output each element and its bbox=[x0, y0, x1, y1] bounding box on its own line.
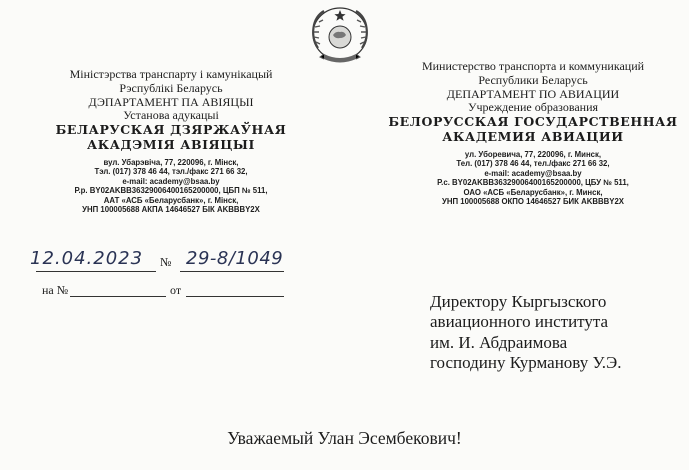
department-name: ДЕПАРТАМЕНТ ПО АВИАЦИИ bbox=[446, 86, 620, 101]
salutation: Уважаемый Улан Эсембекович! bbox=[227, 428, 462, 448]
date-underline bbox=[36, 271, 156, 272]
reply-date-label: от bbox=[170, 283, 182, 297]
contact-line: Р.р. BY02AKBB36329006400165200000, ЦБП № 511, bbox=[74, 186, 268, 196]
number-underline bbox=[180, 271, 284, 272]
institution-name-line2: АКАДЕМИЯ АВИАЦИИ bbox=[442, 128, 624, 144]
ministry-name: Министерство транспорта и коммуникаций bbox=[421, 59, 645, 73]
addressee-line: Директору Кыргызского bbox=[430, 292, 607, 311]
reply-number-label: на № bbox=[42, 283, 69, 297]
institution-name-line1: БЕЛАРУСКАЯ ДЗЯРЖАЎНАЯ bbox=[55, 122, 287, 138]
reply-reference bbox=[42, 283, 68, 298]
contact-line: Р.с. BY02AKBB36329006400165200000, ЦБУ № 511, bbox=[437, 178, 629, 188]
institution-type: Учреждение образования bbox=[467, 100, 599, 115]
ministry-name: Міністэрства транспарту і камунікацый bbox=[69, 67, 273, 81]
institution-name-line1: БЕЛОРУССКАЯ ГОСУДАРСТВЕННАЯ bbox=[388, 114, 678, 130]
contact-line: Тэл. (017) 378 46 44, тэл./факс 271 66 32, bbox=[94, 167, 248, 177]
department-name: ДЭПАРТАМЕНТ ПА АВІЯЦЫІ bbox=[88, 94, 254, 109]
contact-line: e-mail: academy@bsaa.by bbox=[484, 168, 582, 178]
number-sign: № bbox=[160, 255, 172, 269]
letterhead-russian bbox=[388, 60, 678, 207]
contact-line: вул. Убарэвіча, 77, 220096, г. Мінск, bbox=[103, 157, 239, 167]
reply-number-blank bbox=[70, 296, 166, 297]
state-emblem-icon bbox=[304, 4, 376, 66]
contact-line: ОАО «АСБ «Беларусбанк», г. Минск, bbox=[463, 187, 603, 197]
addressee-block bbox=[430, 292, 622, 374]
contact-line: e-mail: academy@bsaa.by bbox=[122, 176, 220, 186]
addressee-line: господину Курманову У.Э. bbox=[430, 353, 622, 373]
reply-date-blank bbox=[186, 296, 284, 297]
registration-date: 12.04.2023 bbox=[30, 248, 144, 269]
contact-line: УНП 100005688 АКПА 14646527 БІК AKBBBY2X bbox=[82, 205, 260, 215]
addressee-line: авиационного института bbox=[430, 312, 609, 332]
country-name: Республики Беларусь bbox=[478, 72, 588, 87]
registration-number: 29-8/1049 bbox=[186, 248, 284, 269]
country-name: Рэспублікі Беларусь bbox=[119, 80, 223, 95]
letterhead-belarusian bbox=[40, 68, 302, 215]
contact-line: ул. Уборевича, 77, 220096, г. Минск, bbox=[464, 149, 602, 159]
contact-line: Тел. (017) 378 46 44, тел./факс 271 66 32, bbox=[456, 159, 610, 169]
institution-name-line2: АКАДЭМІЯ АВІЯЦЫІ bbox=[86, 136, 255, 152]
contact-line: УНП 100005688 ОКПО 14646527 БИК AKBBBY2X bbox=[442, 197, 624, 207]
contact-line: ААТ «АСБ «Беларусбанк», г. Мінск, bbox=[103, 195, 239, 205]
institution-type: Установа адукацыі bbox=[123, 108, 219, 123]
addressee-line: им. И. Абдраимова bbox=[430, 332, 568, 352]
